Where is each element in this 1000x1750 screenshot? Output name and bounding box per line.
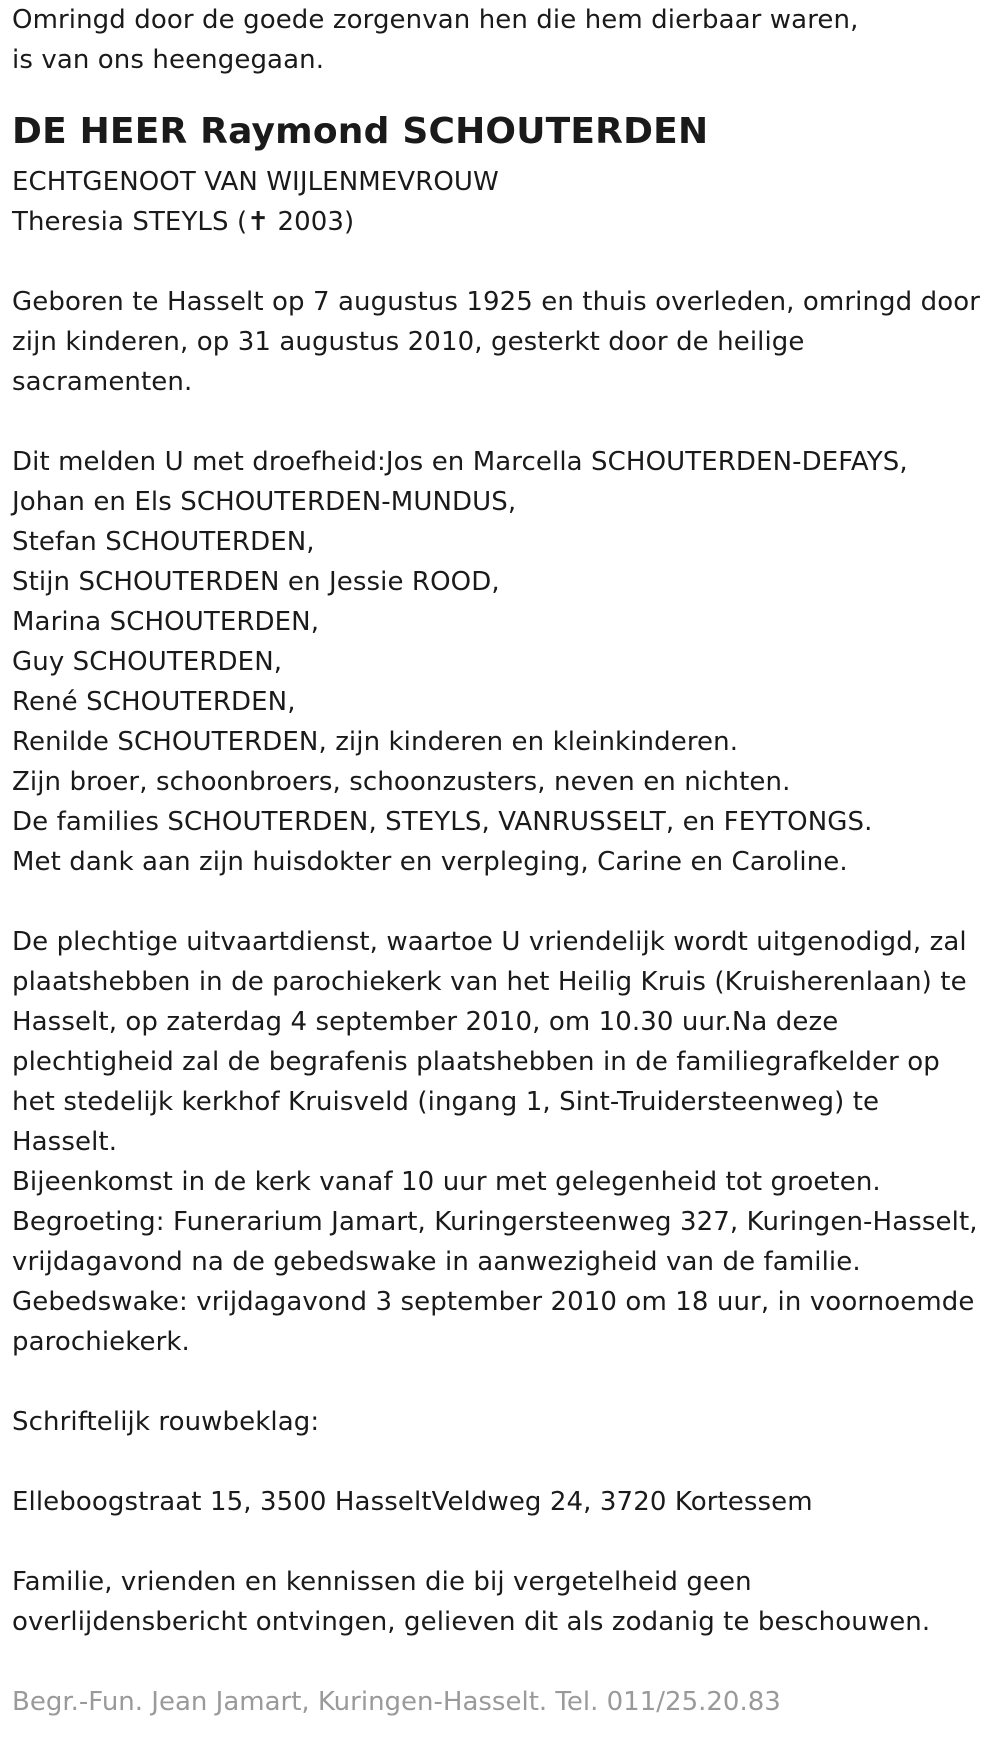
funeral-home-footer: Begr.-Fun. Jean Jamart, Kuringen-Hasselt. Tel. 011/25.20.83 bbox=[12, 1687, 781, 1717]
funeral-line: Gebedswake: vrijdagavond 3 september 2010 om 18 uur, in voornoemde bbox=[12, 1287, 975, 1317]
condolence-addresses: Elleboogstraat 15, 3500 HasseltVeldweg 24, 3720 Kortessem bbox=[12, 1487, 813, 1517]
funeral-line: De plechtige uitvaartdienst, waartoe U vriendelijk wordt uitgenodigd, zal bbox=[12, 927, 967, 957]
notice-line: Familie, vrienden en kennissen die bij vergetelheid geen bbox=[12, 1567, 752, 1597]
deceased-name: DE HEER Raymond SCHOUTERDEN bbox=[12, 111, 709, 152]
family-line: Guy SCHOUTERDEN, bbox=[12, 647, 283, 677]
spouse-line: ECHTGENOOT VAN WIJLENMEVROUW bbox=[12, 167, 499, 197]
family-line: René SCHOUTERDEN, bbox=[12, 687, 296, 717]
intro-line: is van ons heengegaan. bbox=[12, 45, 325, 75]
family-line: Johan en Els SCHOUTERDEN-MUNDUS, bbox=[12, 487, 517, 517]
condolences-label: Schriftelijk rouwbeklag: bbox=[12, 1407, 320, 1437]
family-line: Zijn broer, schoonbroers, schoonzusters, neven en nichten. bbox=[12, 767, 791, 797]
funeral-line: plaatshebben in de parochiekerk van het Heilig Kruis (Kruisherenlaan) te bbox=[12, 967, 967, 997]
notice-line: overlijdensbericht ontvingen, gelieven dit als zodanig te beschouwen. bbox=[12, 1607, 931, 1637]
notice-block bbox=[12, 1562, 988, 1642]
funeral-line: vrijdagavond na de gebedswake in aanwezigheid van de familie. bbox=[12, 1247, 861, 1277]
spouse-block bbox=[12, 162, 988, 242]
spouse-line: Theresia STEYLS (✝ 2003) bbox=[12, 207, 355, 237]
funeral-line: plechtigheid zal de begrafenis plaatshebben in de familiegrafkelder op bbox=[12, 1047, 940, 1077]
funeral-line: Bijeenkomst in de kerk vanaf 10 uur met gelegenheid tot groeten. bbox=[12, 1167, 881, 1197]
funeral-line: het stedelijk kerkhof Kruisveld (ingang 1, Sint-Truidersteenweg) te bbox=[12, 1087, 880, 1117]
family-line: Met dank aan zijn huisdokter en verpleging, Carine en Caroline. bbox=[12, 847, 848, 877]
family-line: Dit melden U met droefheid:Jos en Marcella SCHOUTERDEN-DEFAYS, bbox=[12, 447, 908, 477]
intro-block bbox=[12, 0, 988, 80]
birth-death-block bbox=[12, 282, 988, 402]
birth-death-line: zijn kinderen, op 31 augustus 2010, gesterkt door de heilige bbox=[12, 327, 805, 357]
funeral-line: parochiekerk. bbox=[12, 1327, 190, 1357]
birth-death-line: Geboren te Hasselt op 7 augustus 1925 en thuis overleden, omringd door bbox=[12, 287, 980, 317]
family-line: Stefan SCHOUTERDEN, bbox=[12, 527, 315, 557]
birth-death-line: sacramenten. bbox=[12, 367, 193, 397]
funeral-line: Begroeting: Funerarium Jamart, Kuringersteenweg 327, Kuringen-Hasselt, bbox=[12, 1207, 978, 1237]
family-line: De families SCHOUTERDEN, STEYLS, VANRUSSELT, en FEYTONGS. bbox=[12, 807, 873, 837]
intro-line: Omringd door de goede zorgenvan hen die hem dierbaar waren, bbox=[12, 5, 859, 35]
funeral-line: Hasselt. bbox=[12, 1127, 118, 1157]
family-line: Stijn SCHOUTERDEN en Jessie ROOD, bbox=[12, 567, 500, 597]
family-block bbox=[12, 442, 988, 882]
funeral-block bbox=[12, 922, 988, 1362]
family-line: Renilde SCHOUTERDEN, zijn kinderen en kleinkinderen. bbox=[12, 727, 739, 757]
family-line: Marina SCHOUTERDEN, bbox=[12, 607, 320, 637]
funeral-line: Hasselt, op zaterdag 4 september 2010, om 10.30 uur.Na deze bbox=[12, 1007, 839, 1037]
